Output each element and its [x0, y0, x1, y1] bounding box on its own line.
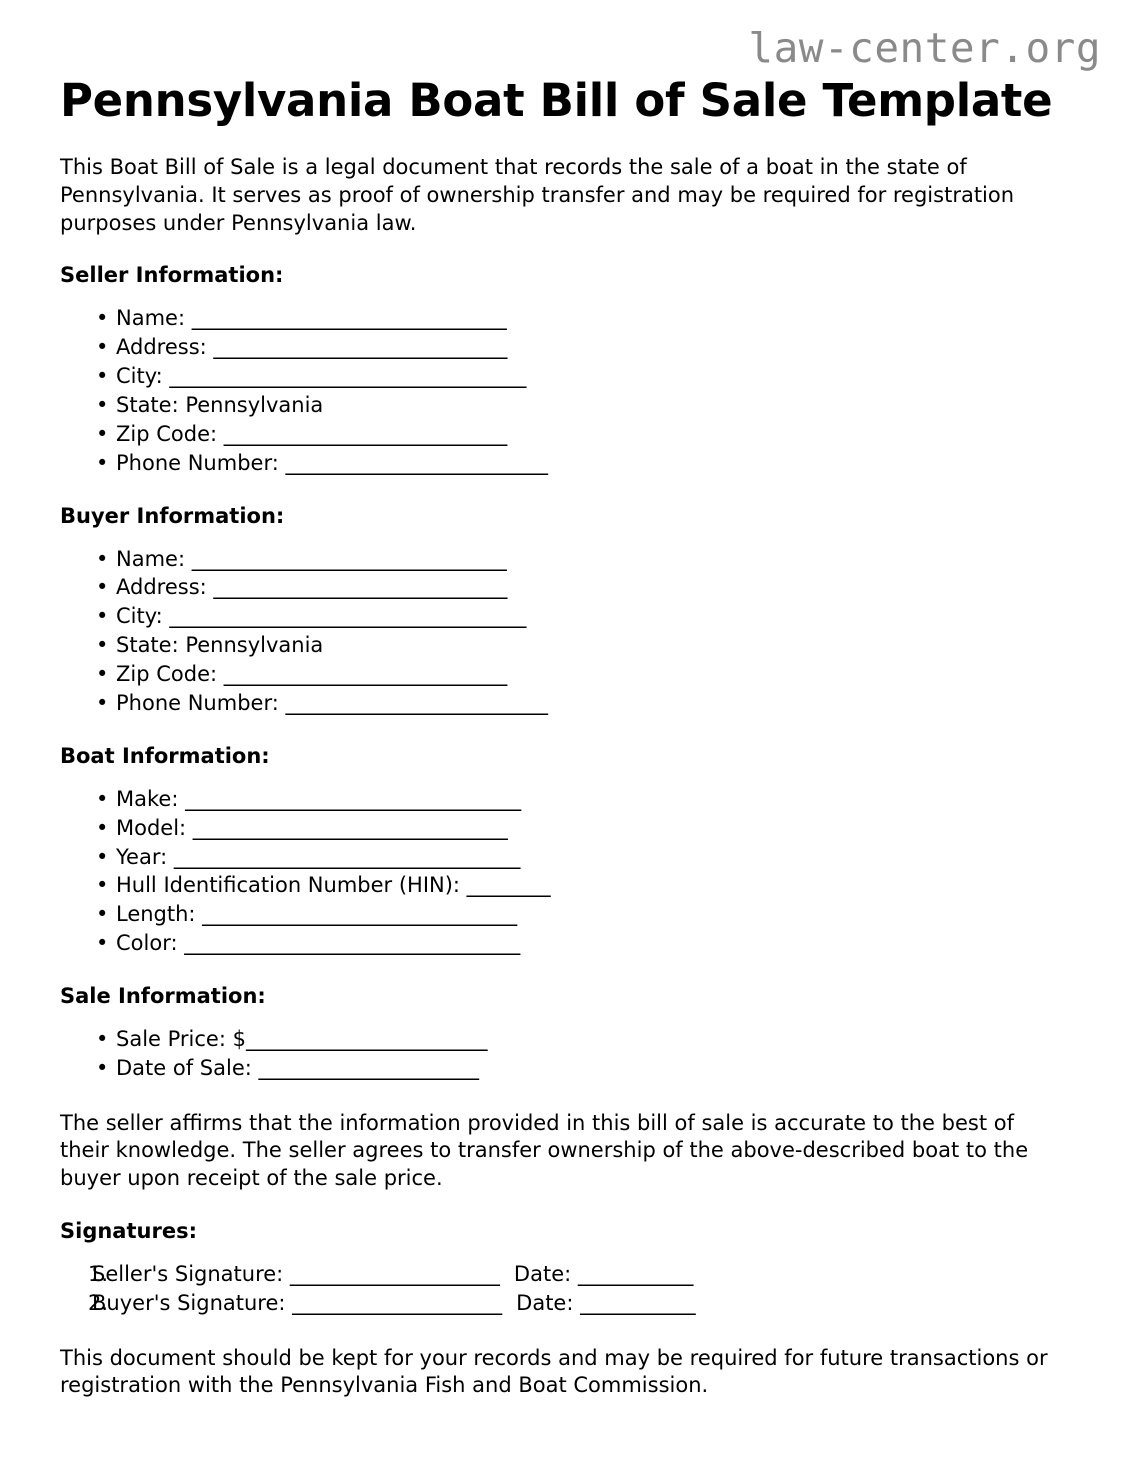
seller-signature-line: Seller's Signature: ____________________ [92, 1261, 500, 1286]
intro-paragraph: This Boat Bill of Sale is a legal document that records the sale of a boat in the state of Pennsylvania. It serves as proof of ownership transfer and may be required for registration purposes under Pennsylvania law. [60, 155, 1015, 235]
closing-paragraph: This document should be kept for your records and may be required for future transactions or registration with the Pennsylvania Fish and Boat Commission. [60, 1345, 1048, 1398]
buyer-fields-list [60, 545, 1073, 718]
document-content [60, 74, 1073, 1400]
list-item: • Sale Price: $_______________________ [60, 1025, 1073, 1054]
list-item [60, 1260, 1073, 1289]
list-item: • State: Pennsylvania [60, 631, 1073, 660]
list-item: • City: __________________________________ [60, 602, 1073, 631]
list-item: • Zip Code: ___________________________ [60, 660, 1073, 689]
signatures-list [60, 1260, 1073, 1318]
list-item: • Address: ____________________________ [60, 573, 1073, 602]
seller-date-line: Date: ___________ [513, 1261, 694, 1286]
list-item: • State: Pennsylvania [60, 391, 1073, 420]
section-heading-buyer: Buyer Information: [60, 503, 285, 528]
list-item: • Year: _________________________________ [60, 843, 1073, 872]
boat-fields-list [60, 785, 1073, 958]
section-heading-sale: Sale Information: [60, 984, 266, 1008]
buyer-date-line: Date: ___________ [516, 1290, 696, 1315]
list-item: • City: __________________________________ [60, 362, 1073, 391]
section-heading-boat: Boat Information: [60, 743, 270, 768]
list-item: • Make: ________________________________ [60, 785, 1073, 814]
list-item: • Phone Number: _________________________ [60, 689, 1073, 718]
list-item: • Name: ______________________________ [60, 304, 1073, 333]
list-item [60, 1289, 1073, 1318]
seller-fields-list [60, 304, 1073, 477]
list-item: • Model: ______________________________ [60, 814, 1073, 843]
list-item: • Address: ____________________________ [60, 333, 1073, 362]
section-heading-seller: Seller Information: [60, 263, 284, 288]
list-item: • Color: ________________________________ [60, 929, 1073, 958]
affirmation-paragraph: The seller affirms that the information provided in this bill of sale is accurate to the best of their knowledge. The seller agrees to transfer ownership of the above-described boat to the buyer upon receipt of the sale price. [60, 1110, 1029, 1191]
list-item: • Date of Sale: _____________________ [60, 1054, 1073, 1083]
list-item: • Zip Code: ___________________________ [60, 420, 1073, 449]
list-item: • Hull Identification Number (HIN): ________ [60, 871, 1073, 900]
list-item: • Length: ______________________________ [60, 900, 1073, 929]
buyer-signature-line: Buyer's Signature: ____________________ [92, 1290, 503, 1315]
site-watermark: law-center.org [748, 24, 1101, 72]
sale-fields-list [60, 1025, 1073, 1083]
page-title: Pennsylvania Boat Bill of Sale Template [60, 74, 1053, 127]
list-item: • Phone Number: _________________________ [60, 449, 1073, 478]
list-item: • Name: ______________________________ [60, 545, 1073, 574]
section-heading-signatures: Signatures: [60, 1218, 197, 1243]
